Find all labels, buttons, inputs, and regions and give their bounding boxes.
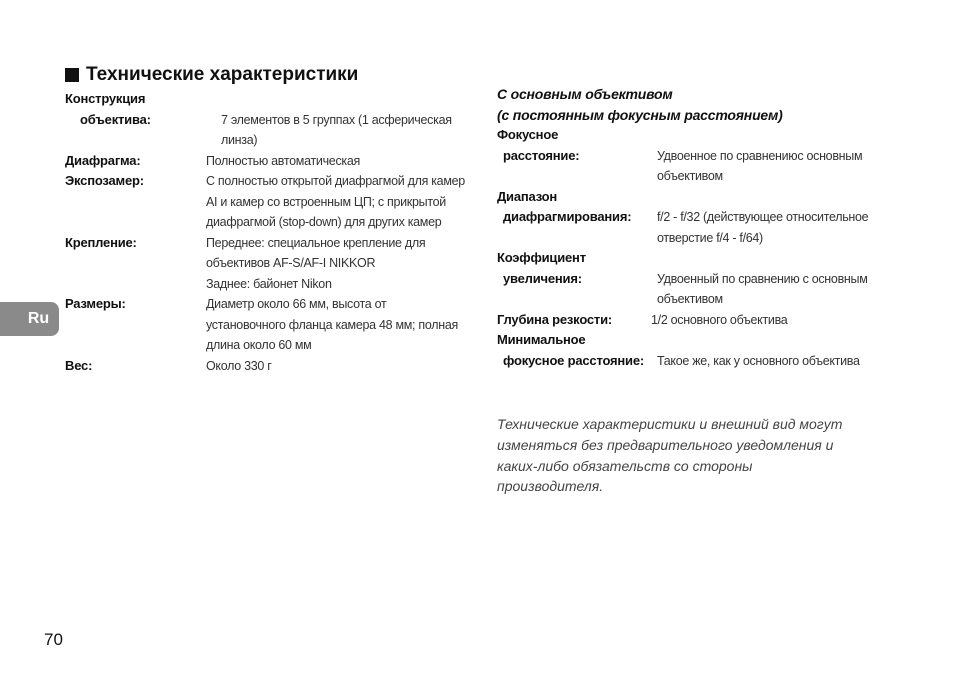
disclaimer-note bbox=[497, 414, 907, 497]
spec-label: Диафрагма: bbox=[65, 152, 141, 168]
spec-value: отверстие f/4 - f/64) bbox=[657, 230, 763, 245]
spec-item-magnification bbox=[497, 248, 897, 310]
spec-item-mount bbox=[65, 233, 475, 295]
spec-value: линза) bbox=[221, 133, 258, 147]
spec-list-lens bbox=[65, 89, 475, 376]
spec-item-depth-of-field bbox=[497, 310, 897, 331]
spec-value: Удвоенный по сравнению с основным bbox=[657, 271, 868, 286]
spec-label: Фокусное bbox=[497, 127, 559, 142]
note-line: изменяться без предварительного уведомления и bbox=[497, 436, 834, 453]
spec-label: Вес: bbox=[65, 357, 93, 373]
note-line: каких-либо обязательств со стороны bbox=[497, 457, 753, 474]
page-title-text: Технические характеристики bbox=[86, 64, 359, 85]
spec-label: Глубина резкости: bbox=[497, 311, 613, 327]
page-number: 70 bbox=[44, 630, 63, 649]
spec-value: f/2 - f/32 (действующее относительное bbox=[657, 210, 869, 224]
language-tab bbox=[0, 302, 59, 336]
spec-item-construction bbox=[65, 89, 475, 151]
spec-value: Удвоенное по сравнениюс основным bbox=[657, 148, 863, 163]
spec-label: Экспозамер: bbox=[65, 173, 144, 188]
spec-value: Диаметр около 66 мм, высота от bbox=[206, 297, 387, 311]
spec-value: длина около 60 мм bbox=[206, 338, 312, 352]
spec-value: 1/2 основного объектива bbox=[651, 312, 788, 327]
spec-value: Такое же, как у основного объектива bbox=[657, 353, 860, 368]
spec-item-min-focus-distance bbox=[497, 330, 897, 371]
spec-value: Заднее: байонет Nikon bbox=[206, 276, 332, 291]
language-tab-label: Ru bbox=[27, 310, 50, 327]
spec-value: объективом bbox=[657, 169, 723, 183]
spec-label: объектива: bbox=[80, 111, 151, 127]
spec-item-aperture-range bbox=[497, 187, 897, 249]
spec-label: расстояние: bbox=[503, 147, 580, 163]
note-line: производителя. bbox=[497, 478, 604, 495]
spec-value: установочного фланца камера 48 мм; полная bbox=[206, 317, 458, 332]
spec-label: Крепление: bbox=[65, 234, 137, 250]
spec-value: объективов AF-S/AF-I NIKKOR bbox=[206, 256, 376, 270]
spec-label: Коэффициент bbox=[497, 250, 586, 265]
spec-label: Диапазон bbox=[497, 188, 558, 204]
note-line: Технические характеристики и внешний вид могут bbox=[497, 416, 843, 432]
spec-value: Полностью автоматическая bbox=[206, 153, 360, 168]
spec-label: Минимальное bbox=[497, 332, 586, 347]
spec-item-weight bbox=[65, 356, 475, 377]
spec-value: 7 элементов в 5 группах (1 асферическая bbox=[221, 112, 452, 127]
spec-label: фокусное расстояние: bbox=[503, 352, 645, 368]
spec-value: Около 330 г bbox=[206, 358, 272, 373]
spec-label: увеличения: bbox=[503, 270, 582, 286]
square-bullet-icon bbox=[65, 68, 79, 82]
section-subheading: (с постоянным фокусным расстоянием) bbox=[497, 106, 783, 123]
spec-label: Размеры: bbox=[65, 296, 126, 311]
spec-label: диафрагмирования: bbox=[503, 209, 632, 224]
spec-item-metering bbox=[65, 171, 475, 233]
spec-value: С полностью открытой диафрагмой для камер bbox=[206, 174, 465, 188]
spec-item-focal-length bbox=[497, 125, 897, 187]
spec-value: Переднее: специальное крепление для bbox=[206, 235, 426, 250]
spec-label: Конструкция bbox=[65, 91, 146, 106]
spec-value: диафрагмой (stop-down) для других камер bbox=[206, 215, 442, 229]
spec-value: AI и камер со встроенным ЦП; с прикрытой bbox=[206, 194, 446, 209]
spec-list-with-master-lens bbox=[497, 84, 897, 371]
spec-item-dimensions bbox=[65, 294, 475, 356]
spec-item-aperture bbox=[65, 151, 475, 172]
spec-value: объективом bbox=[657, 292, 723, 306]
section-subheading: С основным объективом bbox=[497, 86, 673, 102]
page-title bbox=[65, 64, 358, 86]
